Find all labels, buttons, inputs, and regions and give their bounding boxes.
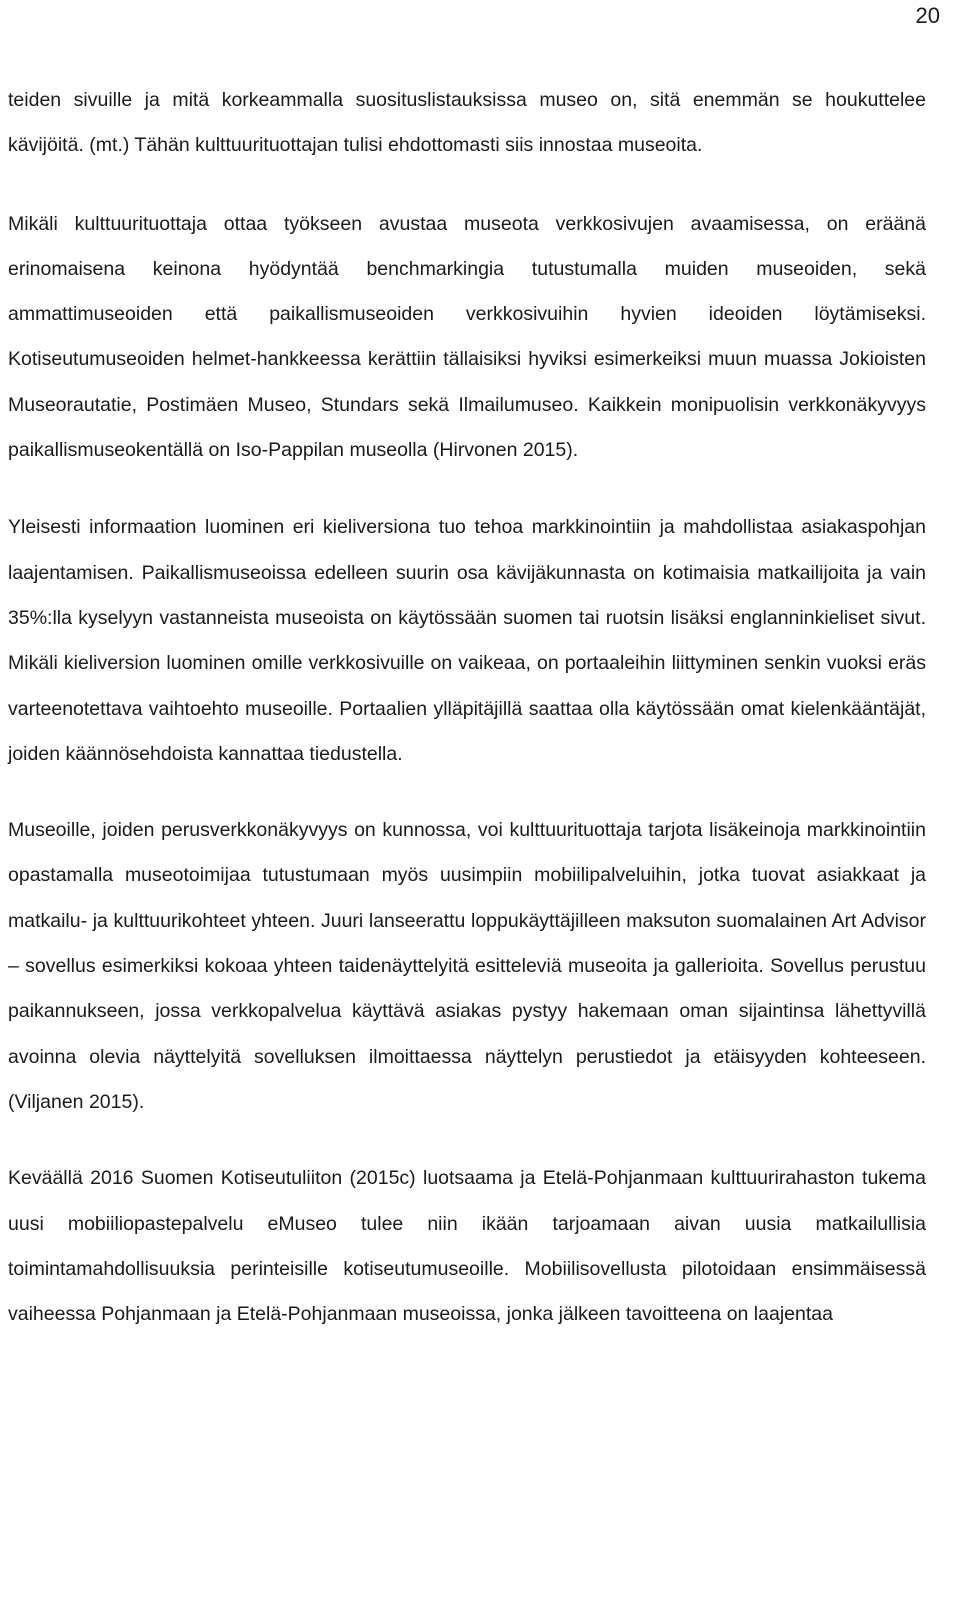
page-body xyxy=(8,78,926,1337)
paragraph-2: Mikäli kulttuurituottaja ottaa työkseen avustaa museota verkkosivujen avaamisessa, on eräänä erinomaisena keinona hyödyntää benchmarkingia tutustumalla muiden museoiden, sekä ammattimuseoiden että paikallismuseoiden verkkosivuihin hyvien ideoiden löytämiseksi. Kotiseutumuseoiden helmet-hankkeessa kerättiin tällaisiksi hyviksi esimerkeiksi muun muassa Jokioisten Museorautatie, Postimäen Museo, Stundars sekä Ilmailumuseo. Kaikkein monipuolisin verkkonäkyvyys paikallismuseokentällä on Iso-Pappilan museolla (Hirvonen 2015). xyxy=(8,212,926,462)
paragraph-5: Keväällä 2016 Suomen Kotiseutuliiton (2015c) luotsaama ja Etelä-Pohjanmaan kulttuurirahaston tukema uusi mobiiliopastepalvelu eMuseo tulee niin ikään tarjoamaan aivan uusia matkailullisia toimintamahdollisuuksia perinteisille kotiseutumuseoille. Mobiilisovellusta pilotoidaan ensimmäisessä vaiheessa Pohjanmaan ja Etelä-Pohjanmaan museoissa, jonka jälkeen tavoitteena on laajentaa xyxy=(8,1167,926,1326)
paragraph-3: Yleisesti informaation luominen eri kieliversiona tuo tehoa markkinointiin ja mahdollistaa asiakaspohjan laajentamisen. Paikallismuseoissa edelleen suurin osa kävijäkunnasta on kotimaisia matkailijoita ja vain 35%:lla kyselyyn vastanneista museoista on käytössään suomen tai ruotsin lisäksi englanninkieliset sivut. Mikäli kieliversion luominen omille verkkosivuille on vaikeaa, on portaaleihin liittyminen senkin vuoksi eräs varteenotettava vaihtoehto museoille. Portaalien ylläpitäjillä saattaa olla käytössään omat kielenkääntäjät, joiden käännösehdoista kannattaa tiedustella. xyxy=(8,516,926,765)
paragraph-1: teiden sivuille ja mitä korkeammalla suosituslistauksissa museo on, sitä enemmän se houkuttelee kävijöitä. (mt.) Tähän kulttuurituottajan tulisi ehdottomasti siis innostaa museoita. xyxy=(8,89,926,157)
page-number: 20 xyxy=(915,3,940,28)
paragraph-4: Museoille, joiden perusverkkonäkyvyys on kunnossa, voi kulttuurituottaja tarjota lisäkeinoja markkinointiin opastamalla museotoimijaa tutustumaan myös uusimpiin mobiilipalveluihin, jotka tuovat asiakkaat ja matkailu- ja kulttuurikohteet yhteen. Juuri lanseerattu loppukäyttäjilleen maksuton suomalainen Art Advisor – sovellus esimerkiksi kokoaa yhteen taidenäyttelyitä esitteleviä museoita ja gallerioita. Sovellus perustuu paikannukseen, jossa verkkopalvelua käyttävä asiakas pystyy hakemaan oman sijaintinsa lähettyvillä avoinna olevia näyttelyitä sovelluksen ilmoittaessa näyttelyn perustiedot ja etäisyyden kohteeseen. (Viljanen 2015). xyxy=(8,819,926,1113)
